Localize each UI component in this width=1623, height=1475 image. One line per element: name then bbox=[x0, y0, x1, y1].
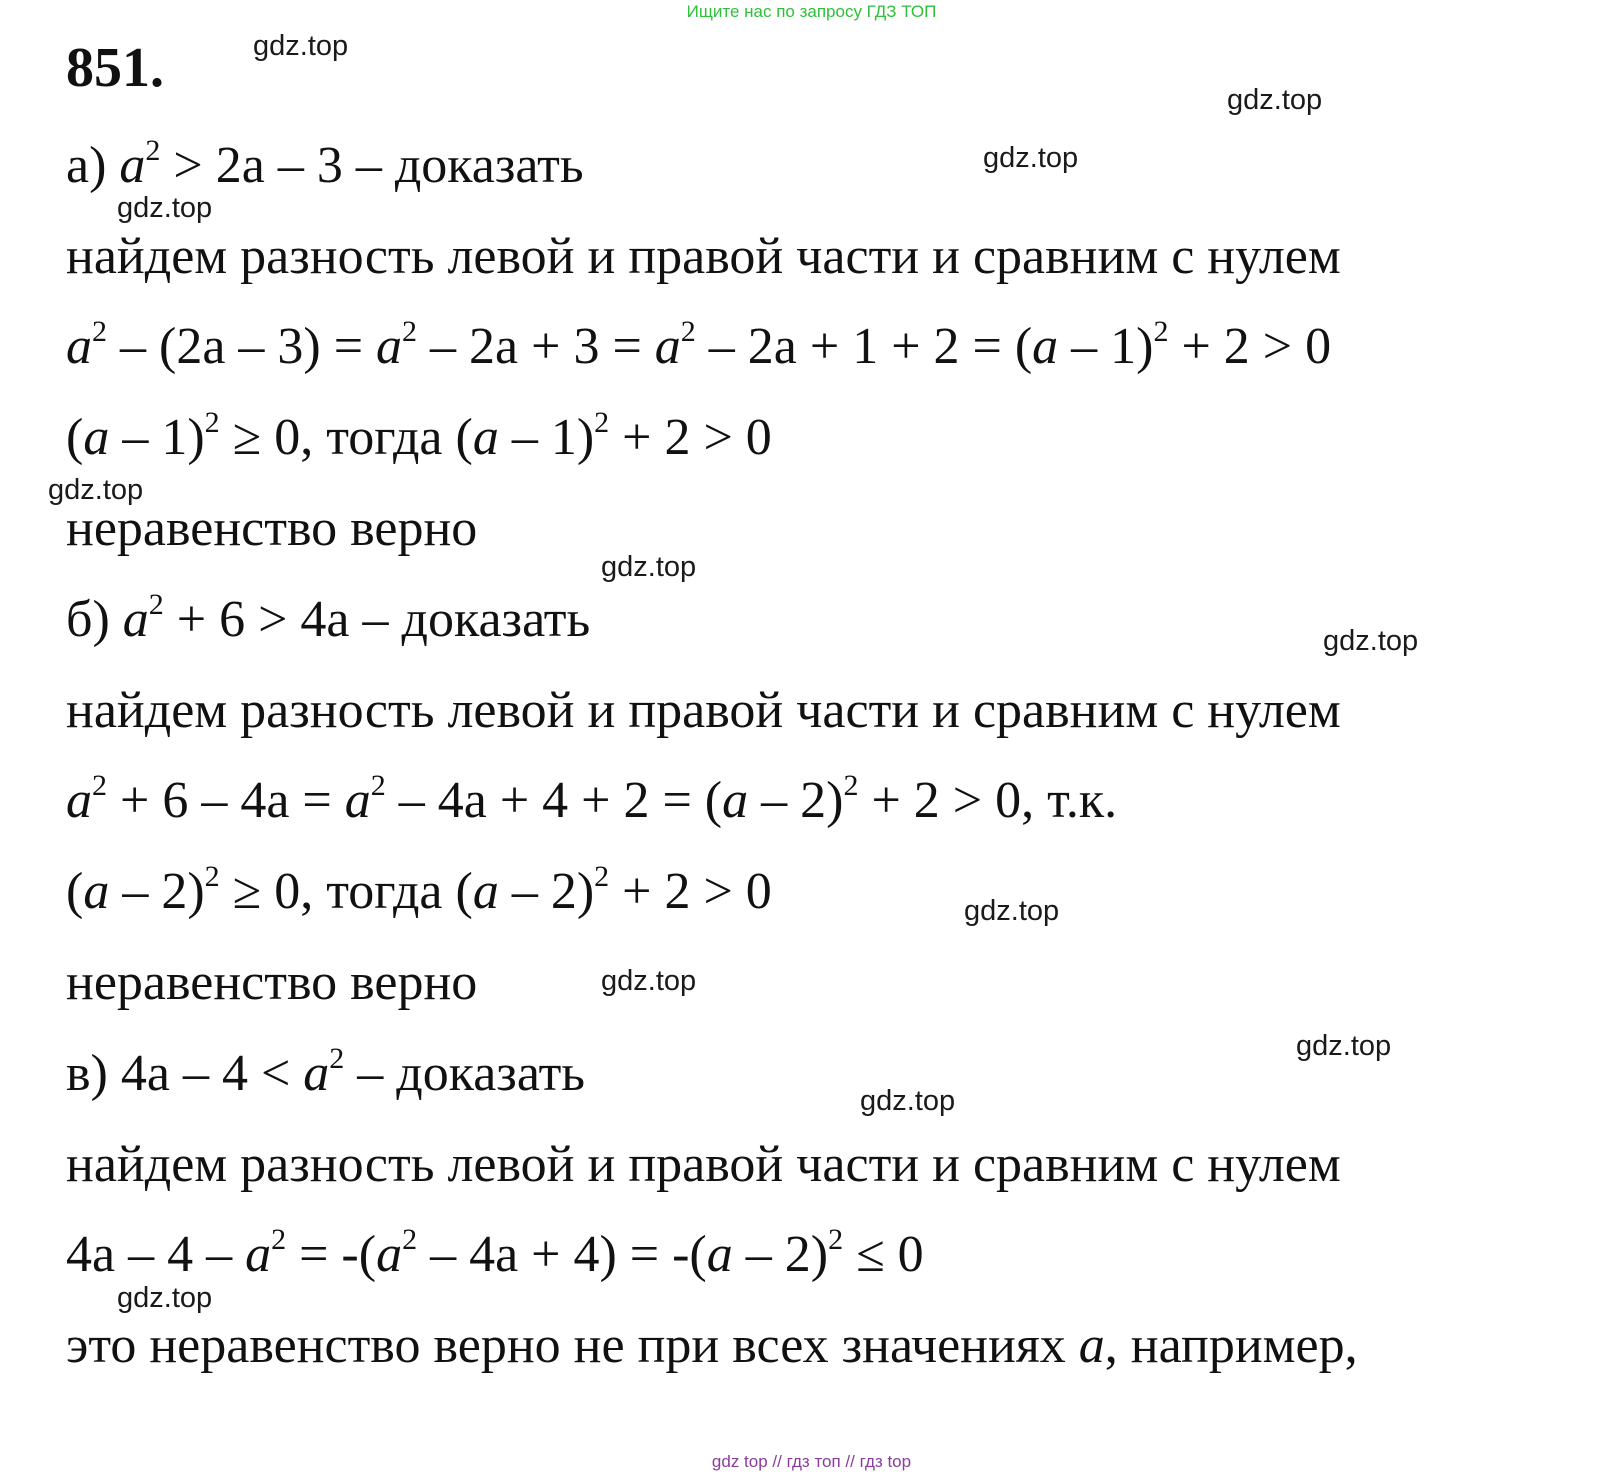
exponent: 2 bbox=[370, 769, 386, 802]
text-line: неравенство верно bbox=[66, 500, 478, 557]
part-b-label: б) bbox=[66, 591, 123, 648]
variable-a: a bbox=[706, 1226, 733, 1283]
part-b-statement bbox=[66, 588, 591, 648]
watermark: gdz.top bbox=[601, 551, 697, 583]
text-line: найдем разность левой и правой части и сравним с нулем bbox=[66, 682, 1341, 739]
math-line: (a – 1)$^2$ ≥ 0, тогда (a – 1)$^2$ + 2 > 0 bbox=[66, 406, 772, 466]
exponent: 2 bbox=[329, 1042, 345, 1075]
part-c-statement bbox=[66, 1042, 586, 1102]
exponent: 2 bbox=[92, 769, 107, 802]
variable-a: a bbox=[122, 591, 149, 648]
math-line: $a^2 - (2a - 3) = a^2 - 2a + 3 = a^2 - 2a + 1 + 2 = (a - 1)^2 + 2 > 0$ bbox=[66, 315, 1332, 375]
exponent: 2 bbox=[594, 860, 610, 893]
part-a-label: а) bbox=[66, 137, 120, 194]
watermark: gdz.top bbox=[48, 474, 144, 506]
variable-a: a bbox=[1078, 1317, 1105, 1374]
watermark: gdz.top bbox=[964, 895, 1060, 927]
math-line: $4a - 4 - a^2 = -(a^2 - 4a + 4) = -(a - 2)^2 \le 0$ bbox=[66, 1223, 924, 1283]
exponent: 2 bbox=[271, 1223, 287, 1256]
watermark: gdz.top bbox=[1323, 625, 1419, 657]
watermark: gdz.top bbox=[1296, 1030, 1392, 1062]
watermark: gdz.top bbox=[117, 1282, 213, 1314]
variable-a: a bbox=[66, 772, 92, 829]
exponent: 2 bbox=[204, 860, 220, 893]
part-a-statement bbox=[66, 134, 584, 194]
bottom-banner: gdz top // гдз топ // гдз top bbox=[711, 1452, 912, 1471]
variable-a: a bbox=[66, 318, 92, 375]
text-line: найдем разность левой и правой части и сравним с нулем bbox=[66, 1136, 1341, 1193]
exponent: 2 bbox=[843, 769, 859, 802]
variable-a: a bbox=[119, 137, 146, 194]
variable-a: a bbox=[83, 409, 110, 466]
variable-a: a bbox=[1032, 318, 1059, 375]
exponent: 2 bbox=[92, 315, 107, 348]
problem-number: 851. bbox=[66, 37, 164, 99]
exponent: 2 bbox=[680, 315, 696, 348]
exponent: 2 bbox=[148, 588, 164, 621]
text-line: найдем разность левой и правой части и сравним с нулем bbox=[66, 228, 1341, 285]
watermark: gdz.top bbox=[860, 1085, 956, 1117]
math-line: это неравенство верно не при всех значениях a, например, bbox=[66, 1317, 1358, 1374]
math-line: $a^2 + 6 - 4a = a^2 - 4a + 4 + 2 = (a - 2)^2 + 2 > 0$, т.к. bbox=[66, 769, 1118, 829]
variable-a: a bbox=[722, 772, 749, 829]
exponent: 2 bbox=[1153, 315, 1169, 348]
watermark: gdz.top bbox=[253, 30, 349, 62]
math-text: $a^2 + 6 > 4a$ bbox=[122, 588, 350, 648]
text-line: неравенство верно bbox=[66, 954, 478, 1011]
exponent: 2 bbox=[594, 406, 610, 439]
variable-a: a bbox=[376, 1226, 403, 1283]
top-banner: Ищите нас по запросу ГДЗ ТОП bbox=[686, 2, 937, 21]
variable-a: a bbox=[303, 1045, 330, 1102]
exponent: 2 bbox=[402, 315, 418, 348]
exponent: 2 bbox=[204, 406, 220, 439]
math-text: $a^2 > 2a - 3$ bbox=[119, 134, 343, 194]
part-a-tail: – доказать bbox=[342, 137, 584, 194]
variable-a: a bbox=[654, 318, 681, 375]
watermark: gdz.top bbox=[601, 965, 697, 997]
part-c-tail: – доказать bbox=[344, 1045, 586, 1102]
variable-a: a bbox=[376, 318, 403, 375]
variable-a: a bbox=[472, 863, 499, 920]
part-b-tail: – доказать bbox=[349, 591, 591, 648]
watermark: gdz.top bbox=[117, 192, 213, 224]
exponent: 2 bbox=[828, 1223, 844, 1256]
variable-a: a bbox=[344, 772, 371, 829]
watermark: gdz.top bbox=[983, 142, 1079, 174]
variable-a: a bbox=[472, 409, 499, 466]
variable-a: a bbox=[245, 1226, 272, 1283]
exponent: 2 bbox=[145, 134, 161, 167]
variable-a: a bbox=[83, 863, 110, 920]
part-c-label: в) bbox=[66, 1045, 121, 1102]
math-line: (a – 2)$^2$ ≥ 0, тогда (a – 2)$^2$ + 2 > 0 bbox=[66, 860, 772, 920]
exponent: 2 bbox=[402, 1223, 418, 1256]
watermark: gdz.top bbox=[1227, 84, 1323, 116]
math-text: $4a - 4 < a^2$ bbox=[120, 1042, 345, 1102]
